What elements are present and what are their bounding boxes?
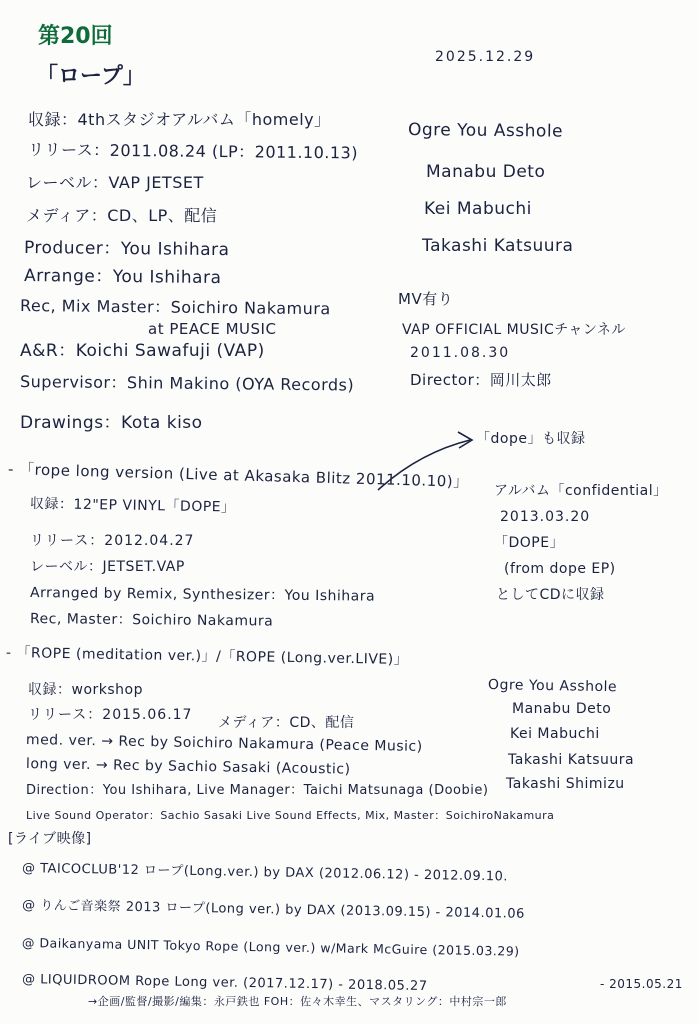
song-title: 「ロープ」 bbox=[36, 64, 145, 89]
mv-channel: VAP OFFICIAL MUSICチャンネル bbox=[402, 322, 626, 338]
info-studio: at PEACE MUSIC bbox=[148, 320, 277, 338]
info-drawings: Drawings：Kota kiso bbox=[20, 413, 203, 433]
dope-from: (from dope EP) bbox=[504, 561, 616, 577]
info-label: レーベル：VAP JETSET bbox=[26, 173, 204, 192]
long-version-arranged: Arranged by Remix, Synthesizer：You Ishihara bbox=[29, 585, 376, 605]
meditation-media: メディア：CD、配信 bbox=[218, 715, 355, 731]
episode-title: 第20回 bbox=[38, 24, 113, 49]
mv-date: 2011.08.30 bbox=[410, 345, 511, 361]
band2-member: Takashi Shimizu bbox=[506, 776, 625, 792]
band2-member: Manabu Deto bbox=[512, 701, 612, 717]
meditation-long-ver: long ver. → Rec by Sachio Sasaki (Acoustic) bbox=[25, 756, 351, 778]
meditation-direction: Direction：You Ishihara, Live Manager：Taichi Matsunaga (Doobie) bbox=[26, 783, 489, 798]
live-video-item: @ Daikanyama UNIT Tokyo Rope (Long ver.) w/Mark McGuire (2015.03.29) bbox=[21, 935, 520, 959]
info-recorded: 収録：4thスタジオアルバム「homely」 bbox=[28, 110, 331, 129]
info-media: メディア：CD、LP、配信 bbox=[26, 206, 218, 225]
long-version-recorded: 収録：12"EP VINYL「DOPE」 bbox=[29, 496, 236, 516]
live-video-extra-date: - 2015.05.21 bbox=[600, 977, 683, 991]
long-version-rec-master: Rec, Master：Soichiro Nakamura bbox=[29, 611, 274, 630]
band-member: Kei Mabuchi bbox=[424, 199, 532, 219]
dope-album: アルバム「confidential」 bbox=[494, 483, 668, 499]
live-video-item: @ TAICOCLUB'12 ロープ(Long.ver.) by DAX (2012.06.12) - 2012.09.10. bbox=[21, 861, 509, 885]
mv-heading: MV有り bbox=[398, 290, 454, 308]
band-member: Manabu Deto bbox=[426, 162, 546, 182]
info-anr: A&R：Koichi Sawafuji (VAP) bbox=[20, 341, 265, 361]
info-arrange: Arrange：You Ishihara bbox=[23, 266, 222, 289]
info-rec-mix-master: Rec, Mix Master：Soichiro Nakamura bbox=[19, 296, 331, 319]
info-supervisor: Supervisor：Shin Makino (OYA Records) bbox=[19, 372, 355, 395]
live-video-heading: [ライブ映像] bbox=[8, 831, 92, 847]
meditation-live-sound: Live Sound Operator：Sachio Sasaki Live Sound Effects, Mix, Master：SoichiroNakamura bbox=[26, 809, 555, 822]
meditation-title: - 「ROPE (meditation ver.)」/「ROPE (Long.ver.LIVE)」 bbox=[5, 645, 409, 669]
dope-date: 2013.03.20 bbox=[500, 509, 591, 525]
meditation-recorded: 収録：workshop bbox=[28, 682, 143, 698]
band-member: Takashi Katsuura bbox=[422, 236, 574, 256]
long-version-label: レーベル：JETSET.VAP bbox=[30, 559, 185, 575]
live-video-credits: →企画/監督/撮影/編集：永戸鉄也 FOH：佐々木幸生、マスタリング：中村宗一郎 bbox=[88, 995, 507, 1008]
band-name: Ogre You Asshole bbox=[407, 120, 564, 142]
live-video-item: @ LIQUIDROOM Rope Long ver. (2017.12.17) - 2018.05.27 bbox=[21, 972, 428, 995]
long-version-title: - 「rope long version (Live at Akasaka Blitz 2011.10.10)」 bbox=[7, 460, 469, 491]
mv-director: Director：岡川太郎 bbox=[410, 371, 552, 389]
dope-ep: 「DOPE」 bbox=[494, 535, 565, 551]
band2-name: Ogre You Asshole bbox=[487, 677, 618, 696]
band2-member: Kei Mabuchi bbox=[510, 726, 600, 742]
meditation-med-ver: med. ver. → Rec by Soichiro Nakamura (Peace Music) bbox=[25, 732, 423, 755]
meditation-release: リリース：2015.06.17 bbox=[28, 707, 193, 723]
band2-member: Takashi Katsuura bbox=[508, 752, 635, 768]
dope-as-cd: としてCDに収録 bbox=[496, 587, 605, 603]
live-video-item: @ りんご音楽祭 2013 ロープ(Long ver.) by DAX (2013.09.15) - 2014.01.06 bbox=[21, 898, 525, 922]
info-release: リリース：2011.08.24 (LP：2011.10.13) bbox=[27, 140, 359, 163]
info-producer: Producer：You Ishihara bbox=[23, 238, 230, 261]
dope-heading: 「dope」も収録 bbox=[476, 431, 586, 447]
long-version-release: リリース：2012.04.27 bbox=[30, 533, 195, 549]
note-date: 2025.12.29 bbox=[435, 49, 536, 65]
